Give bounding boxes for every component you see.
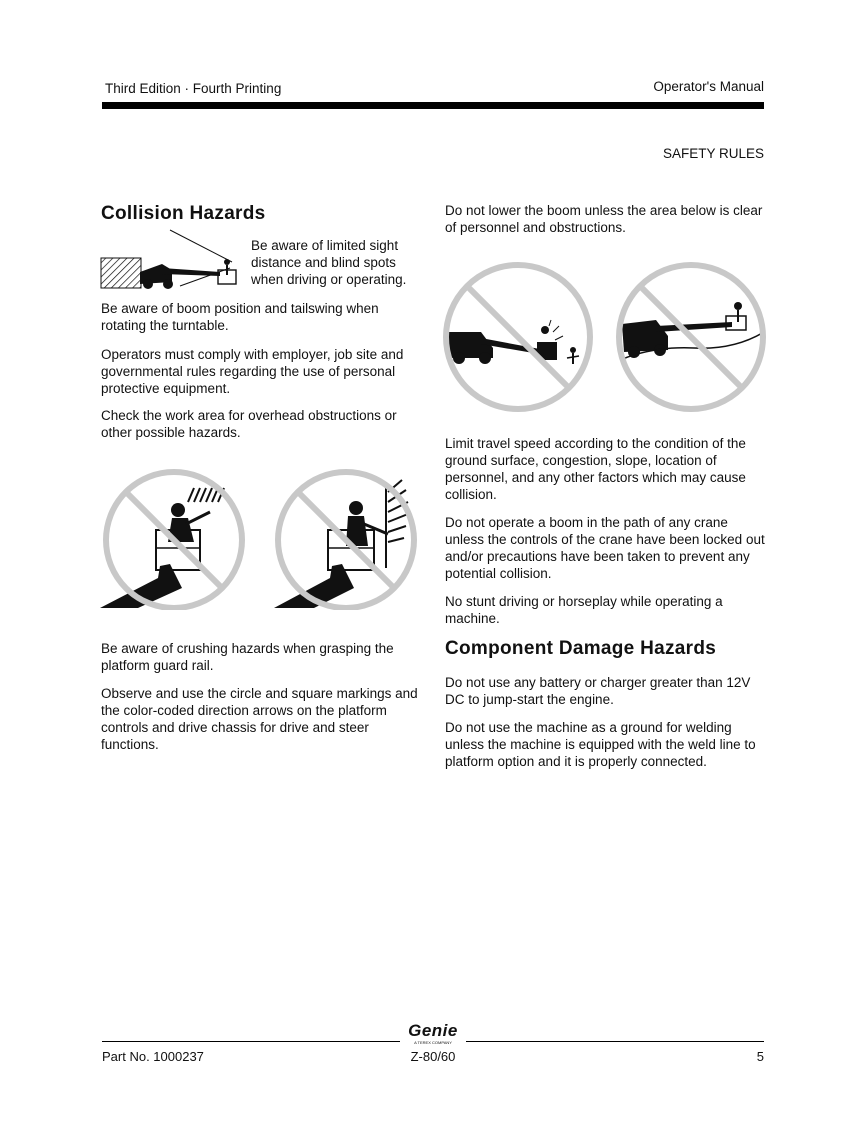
tailswing-paragraph: Be aware of boom position and tailswing when rotating the turntable.: [101, 301, 379, 333]
header-manual-title: Operator's Manual: [653, 79, 764, 94]
genie-logo: [400, 1022, 466, 1045]
boom-blind-spot-illustration: [100, 228, 245, 292]
part-number: Part No. 1000237: [102, 1049, 204, 1064]
boom-lowering-prohibited: [441, 260, 595, 414]
crushing-hazard-prohibited-2: [270, 468, 422, 610]
ppe-paragraph: Operators must comply with employer, job site and governmental rules regarding the use of personal protective equipment.: [101, 347, 404, 396]
crushing-hazard-paragraph: Be aware of crushing hazards when grasping the platform guard rail.: [101, 641, 394, 673]
sight-distance-text: Be aware of limited sight distance and blind spots when driving or operating.: [251, 238, 407, 287]
page-number: 5: [756, 1049, 764, 1064]
markings-paragraph: Observe and use the circle and square markings and the color-coded direction arrows on the platform controls and drive chassis for drive and steer functions.: [101, 686, 418, 752]
header-edition: Third Edition · Fourth Printing: [105, 81, 282, 96]
travel-speed-prohibited: [614, 260, 768, 414]
stunt-driving-paragraph: No stunt driving or horseplay while operating a machine.: [445, 594, 723, 626]
genie-logo-subtitle: A TEREX COMPANY: [414, 1040, 452, 1045]
crane-paragraph: Do not operate a boom in the path of any crane unless the controls of the crane have been locked out and/or precautions have been taken to prevent any potential collision.: [445, 515, 765, 581]
footer-rule-left: [102, 1041, 400, 1042]
lower-boom-paragraph: Do not lower the boom unless the area below is clear of personnel and obstructions.: [445, 203, 763, 235]
model-number: Z-80/60: [410, 1049, 456, 1064]
crushing-hazard-prohibited-1: [98, 468, 250, 610]
battery-paragraph: Do not use any battery or charger greater than 12V DC to jump-start the engine.: [445, 675, 751, 707]
collision-hazards-heading: Collision Hazards: [101, 203, 266, 224]
footer-rule-right: [466, 1041, 764, 1042]
section-title: SAFETY RULES: [662, 146, 764, 161]
welding-paragraph: Do not use the machine as a ground for welding unless the machine is equipped with the weld line to platform option and it is properly connected.: [445, 720, 756, 769]
genie-logo-wordmark: Genie: [408, 1021, 458, 1040]
overhead-paragraph: Check the work area for overhead obstructions or other possible hazards.: [101, 408, 397, 440]
component-damage-heading: Component Damage Hazards: [445, 638, 717, 659]
header-rule: [102, 102, 764, 109]
travel-speed-paragraph: Limit travel speed according to the condition of the ground surface, congestion, slope, location of personnel, and any other factors which may cause collision.: [445, 436, 746, 502]
